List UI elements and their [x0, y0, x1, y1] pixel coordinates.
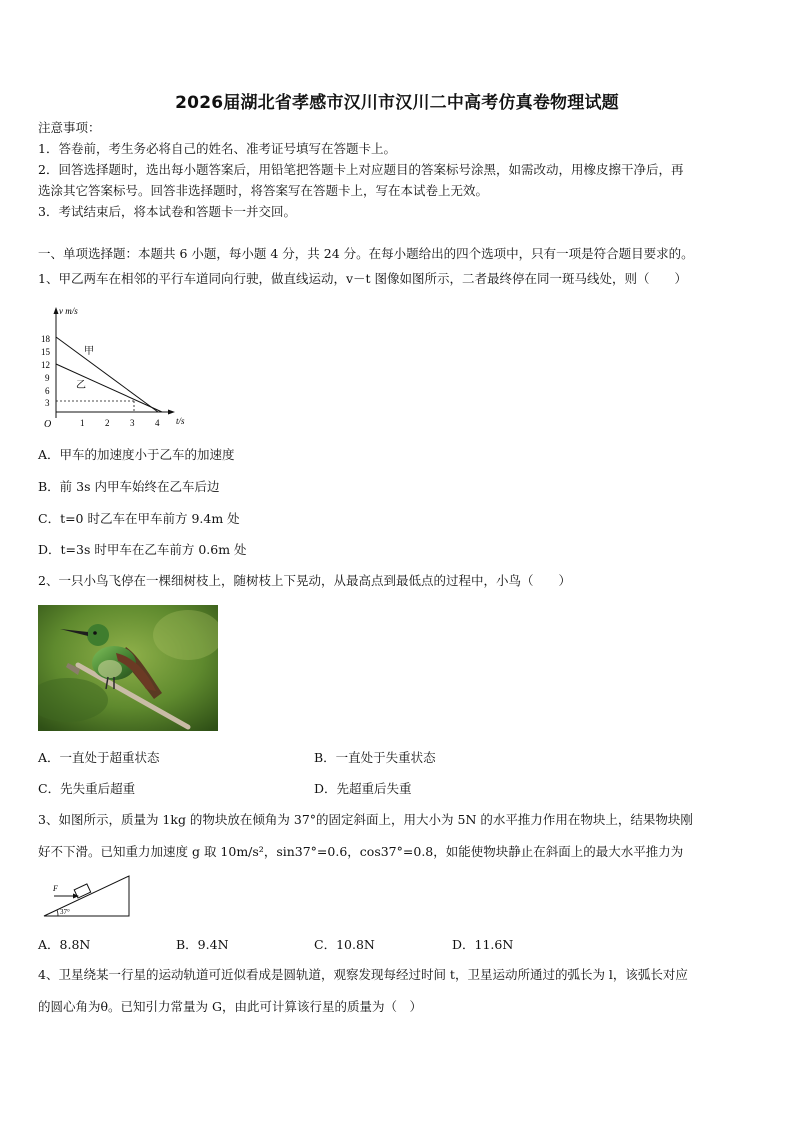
question-3-option-a: A．8.8N — [38, 937, 91, 952]
question-3-option-c: C．10.8N — [314, 937, 375, 952]
y-axis-label: v m/s — [59, 306, 78, 316]
angle-arc — [57, 910, 58, 916]
vt-graph — [38, 300, 208, 433]
y-axis-arrow — [54, 307, 59, 314]
question-1-option-d: D．t=3s 时甲车在乙车前方 0.6m 处 — [38, 542, 247, 557]
line-yi — [56, 364, 162, 412]
question-1-stem: 1、甲乙两车在相邻的平行车道同向行驶，做直线运动，v－t 图像如图所示，二者最终停在同一斑马线处，则（ ） — [38, 271, 688, 286]
question-2-option-d: D．先超重后失重 — [314, 781, 412, 796]
bird-head — [87, 624, 109, 646]
question-2-option-c: C．先失重后超重 — [38, 781, 136, 796]
x-tick-1: 1 — [80, 418, 85, 428]
incline-figure — [40, 872, 135, 923]
notice-item-2: 2．回答选择题时，选出每小题答案后，用铅笔把答题卡上对应题目的答案标号涂黑，如需改动，用橡皮擦干净后，再 — [38, 162, 684, 177]
question-4-stem-line-2: 的圆心角为θ。已知引力常量为 G，由此可计算该行星的质量为（ ） — [38, 999, 422, 1014]
vt-graph-svg — [38, 300, 208, 430]
y-tick-9: 9 — [45, 373, 50, 383]
question-1-option-c: C．t=0 时乙车在甲车前方 9.4m 处 — [38, 511, 240, 526]
line-jia-label: 甲 — [84, 346, 94, 357]
notice-item-2-cont: 选涂其它答案标号。回答非选择题时，将答案写在答题卡上，写在本试卷上无效。 — [38, 183, 489, 198]
question-2-stem: 2、一只小鸟飞停在一棵细树枝上，随树枝上下晃动，从最高点到最低点的过程中，小鸟（ ） — [38, 573, 571, 588]
y-tick-6: 6 — [45, 386, 50, 396]
x-axis-label: t/s — [176, 416, 185, 426]
y-tick-3: 3 — [45, 398, 50, 408]
notice-item-3: 3．考试结束后，将本试卷和答题卡一并交回。 — [38, 204, 296, 219]
bird-eye — [93, 631, 97, 635]
origin-label: O — [44, 419, 52, 430]
x-tick-3: 3 — [130, 418, 135, 428]
question-3-stem-line-2: 好不下滑。已知重力加速度 g 取 10m/s²，sin37°=0.6，cos37°=0.8，如能使物块静止在斜面上的最大水平推力为 — [38, 844, 684, 859]
y-tick-12: 12 — [41, 360, 50, 370]
hummingbird-photo-svg — [38, 605, 218, 731]
x-tick-4: 4 — [155, 418, 160, 428]
question-1-option-b: B．前 3s 内甲车始终在乙车后边 — [38, 479, 220, 494]
question-3-option-b: B．9.4N — [176, 937, 229, 952]
section-heading: 一、单项选择题：本题共 6 小题，每小题 4 分，共 24 分。在每小题给出的四个选项中，只有一项是符合题目要求的。 — [38, 246, 694, 261]
bird-belly — [98, 660, 122, 678]
question-3-stem-line-1: 3、如图所示，质量为 1kg 的物块放在倾角为 37°的固定斜面上，用大小为 5N 的水平推力作用在物块上，结果物块刚 — [38, 812, 693, 827]
y-tick-15: 15 — [41, 347, 50, 357]
angle-label: 37° — [60, 908, 70, 916]
line-jia — [56, 337, 158, 412]
page-title: 2026届湖北省孝感市汉川市汉川二中高考仿真卷物理试题 — [175, 93, 619, 113]
question-2-option-a: A．一直处于超重状态 — [38, 750, 160, 765]
x-axis-arrow — [168, 410, 175, 415]
notice-heading: 注意事项： — [38, 120, 101, 135]
y-tick-18: 18 — [41, 334, 50, 344]
question-4-stem-line-1: 4、卫星绕某一行星的运动轨道可近似看成是圆轨道，观察发现每经过时间 t，卫星运动所通过的弧长为 l，该弧长对应 — [38, 967, 688, 982]
question-2-option-b: B．一直处于失重状态 — [314, 750, 436, 765]
question-3-option-d: D．11.6N — [452, 937, 514, 952]
x-tick-2: 2 — [105, 418, 110, 428]
incline-figure-svg — [40, 872, 135, 920]
notice-item-1: 1．答卷前，考生务必将自己的姓名、准考证号填写在答题卡上。 — [38, 141, 396, 156]
hummingbird-photo — [38, 605, 218, 731]
force-label: F — [53, 884, 58, 893]
question-1-option-a: A．甲车的加速度小于乙车的加速度 — [38, 447, 235, 462]
line-yi-label: 乙 — [76, 380, 86, 391]
